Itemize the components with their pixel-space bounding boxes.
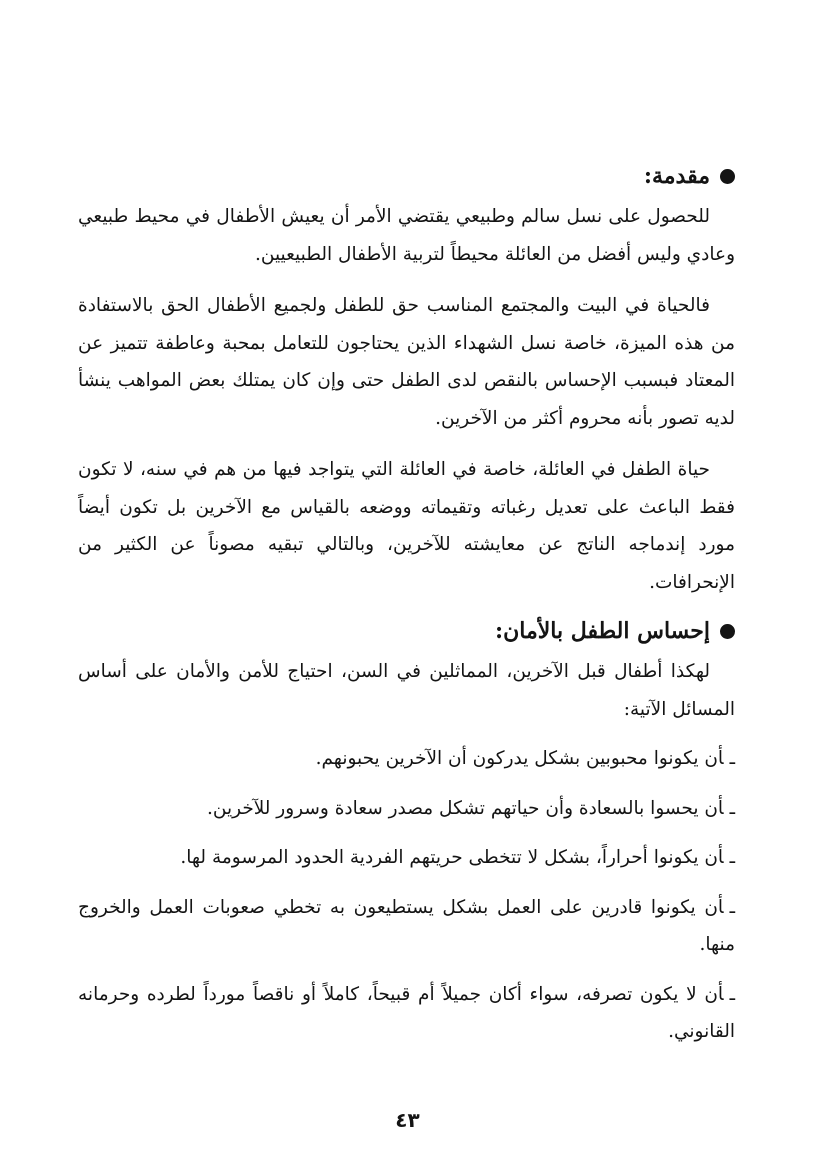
bullet-icon bbox=[720, 624, 735, 639]
list-item bbox=[78, 976, 735, 1051]
list-item-text: أن يكونوا محبوبين بشكل يدركون أن الآخرين يحبونهم. bbox=[315, 748, 724, 769]
list-item-text: أن لا يكون تصرفه، سواء أكان جميلاً أم قبيحاً، كاملاً أو ناقصاً مورداً لطرده وحرمانه القانوني. bbox=[78, 983, 735, 1042]
list-item bbox=[78, 790, 735, 828]
list-item bbox=[78, 889, 735, 964]
dash-marker: ـ bbox=[729, 896, 735, 918]
intro-paragraph: لهكذا أطفال قبل الآخرين، المماثلين في السن، احتياج للأمن والأمان على أساس المسائل الآتية: bbox=[78, 661, 735, 720]
heading-text: مقدمة: bbox=[643, 163, 710, 189]
dash-marker: ـ bbox=[729, 748, 735, 769]
dash-marker: ـ bbox=[729, 983, 735, 1005]
section-heading-introduction bbox=[78, 160, 735, 192]
list-item-text: أن يكونوا أحراراً، بشكل لا تتخطى حريتهم الفردية الحدود المرسومة لها. bbox=[180, 847, 724, 868]
list-item-text: أن يكونوا قادرين على العمل بشكل يستطيعون به تخطي صعوبات العمل والخروج منها. bbox=[78, 896, 735, 955]
dash-marker: ـ bbox=[729, 847, 735, 868]
page-number: ٤٣ bbox=[395, 1108, 420, 1132]
list-item bbox=[78, 839, 735, 877]
bullet-icon bbox=[720, 169, 735, 184]
section-heading-child-security bbox=[78, 615, 735, 647]
paragraph: فالحياة في البيت والمجتمع المناسب حق للطفل ولجميع الأطفال الحق بالاستفادة من هذه الميزة، خاصة نسل الشهداء الذين يحتاجون للتعامل بمحبة وعاطفة تتميز عن المعتاد فبسبب الإحساس بالنقص لدى الطفل حتى وإن كان يمتلك بعض المواهب ينشأ لديه تصور بأنه محروم أكثر من الآخرين. bbox=[78, 295, 735, 429]
list-item-text: أن يحسوا بالسعادة وأن حياتهم تشكل مصدر سعادة وسرور للآخرين. bbox=[207, 797, 724, 819]
paragraph: للحصول على نسل سالم وطبيعي يقتضي الأمر أن يعيش الأطفال في محيط طبيعي وعادي وليس أفضل من العائلة محيطاً لتربية الأطفال الطبيعيين. bbox=[78, 206, 735, 265]
heading-text: إحساس الطفل بالأمان: bbox=[494, 618, 710, 644]
dash-marker: ـ bbox=[729, 797, 735, 819]
page-body bbox=[78, 160, 735, 1051]
paragraph: حياة الطفل في العائلة، خاصة في العائلة التي يتواجد فيها من هم في سنه، لا تكون فقط الباعث على تعديل رغباته وتقيماته ووضعه بالقياس مع الآخرين بل تكون أيضاً مورد إندماجه الناتج عن معايشته للآخرين، وبالتالي تبقيه مصوناً عن الكثير من الإنحرافات. bbox=[78, 459, 735, 593]
list-item bbox=[78, 740, 735, 778]
